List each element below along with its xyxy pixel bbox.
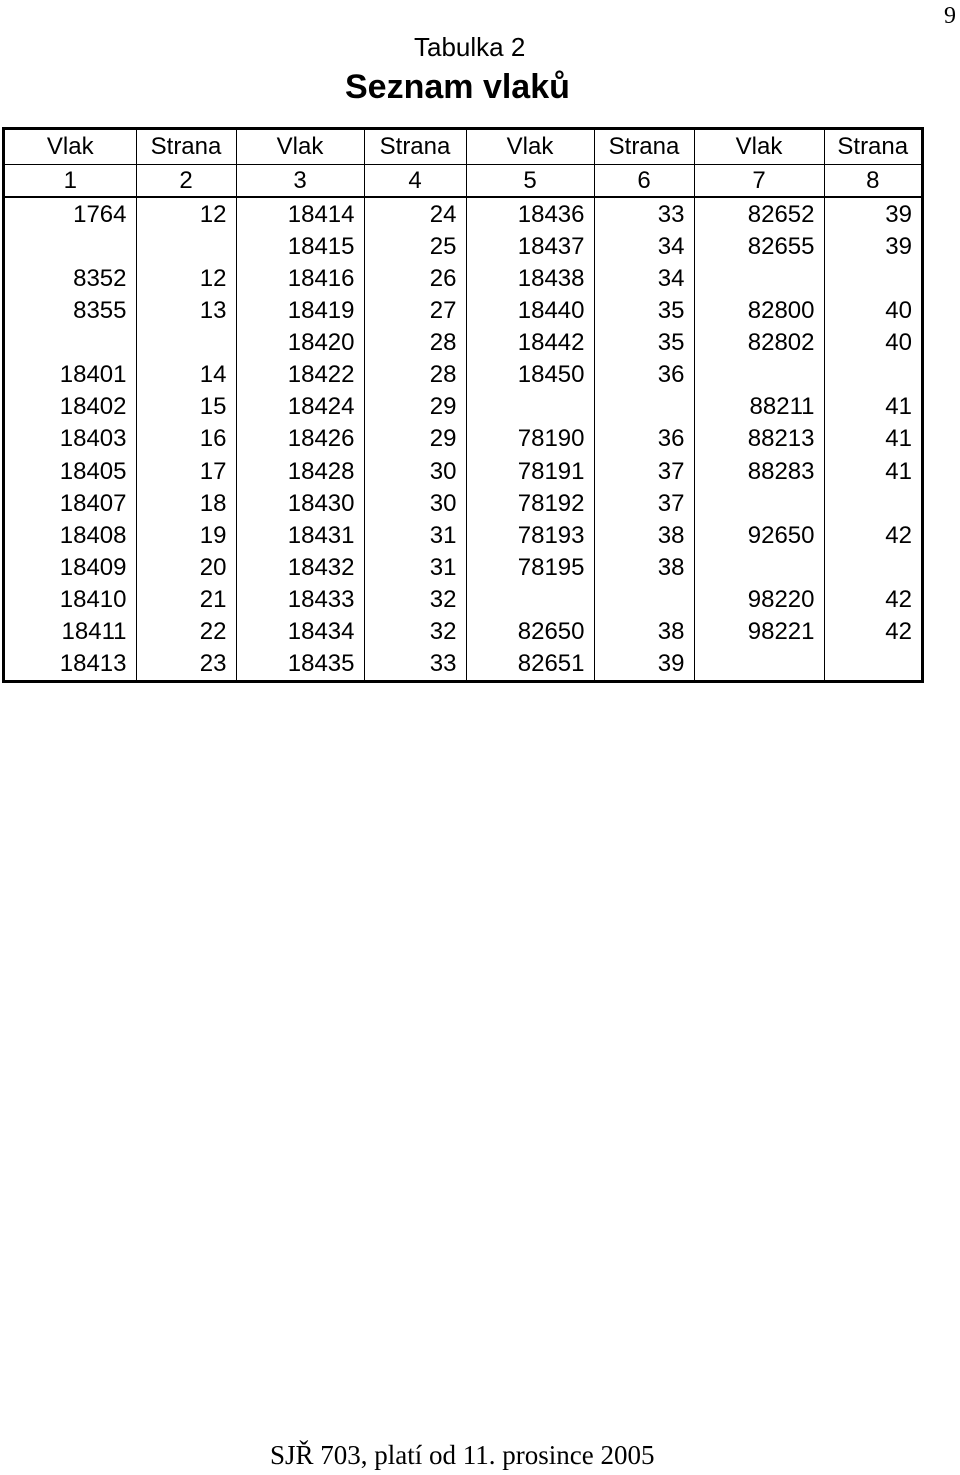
page-number-cell: 38 <box>594 551 694 583</box>
page-number-cell: 31 <box>364 551 466 583</box>
page-number-cell: 34 <box>594 230 694 262</box>
page-number-cell: 37 <box>594 455 694 487</box>
table-row <box>5 230 921 262</box>
page-number-cell <box>824 648 921 680</box>
page-number-cell: 41 <box>824 391 921 423</box>
train-number-cell: 18403 <box>59 425 127 453</box>
column-number: 4 <box>364 165 466 198</box>
train-number-cell: 82802 <box>694 327 824 359</box>
train-number-cell: 78193 <box>466 519 594 551</box>
train-number-cell <box>466 391 594 423</box>
table-body <box>5 197 921 680</box>
page-number-cell <box>136 230 236 262</box>
column-number: 5 <box>466 165 594 198</box>
table-row <box>5 423 921 455</box>
page-number-cell: 28 <box>364 327 466 359</box>
page-number: 9 <box>944 3 956 29</box>
table-row <box>5 519 921 551</box>
page-number-cell: 20 <box>136 551 236 583</box>
footer-note: SJŘ 703, platí od 11. prosince 2005 <box>270 1440 655 1470</box>
train-number-cell: 18416 <box>236 262 364 294</box>
page-number-cell: 42 <box>824 519 921 551</box>
train-number-cell <box>694 487 824 519</box>
page-number-cell: 39 <box>594 648 694 680</box>
train-number-cell: 78191 <box>466 455 594 487</box>
table-row <box>5 359 921 391</box>
train-number-cell: 18428 <box>236 455 364 487</box>
train-number-cell: 18414 <box>236 197 364 230</box>
page-number-cell: 33 <box>364 648 466 680</box>
train-number-cell: 18431 <box>236 519 364 551</box>
train-number-cell <box>5 230 136 262</box>
header-strana: Strana <box>824 130 921 165</box>
train-number-cell: 18405 <box>59 457 127 485</box>
train-number-cell <box>466 584 594 616</box>
column-number: 1 <box>5 165 136 198</box>
train-number-cell: 18434 <box>236 616 364 648</box>
table-caption: Tabulka 2 <box>414 32 526 62</box>
train-number-cell: 82655 <box>694 230 824 262</box>
page-number-cell: 24 <box>364 197 466 230</box>
header-vlak: Vlak <box>5 130 136 165</box>
train-number-cell: 18408 <box>59 521 127 549</box>
train-number-cell: 78195 <box>466 551 594 583</box>
train-number-cell: 18420 <box>236 327 364 359</box>
table-row <box>5 262 921 294</box>
train-number-cell: 82651 <box>466 648 594 680</box>
column-number: 2 <box>136 165 236 198</box>
page-number-cell: 39 <box>824 197 921 230</box>
train-number-cell: 18419 <box>236 294 364 326</box>
train-number-cell: 98221 <box>694 616 824 648</box>
page-number-cell: 12 <box>136 262 236 294</box>
page-number-cell: 42 <box>824 584 921 616</box>
page-number-cell: 36 <box>594 423 694 455</box>
train-number-cell: 18415 <box>236 230 364 262</box>
page-number-cell: 40 <box>824 294 921 326</box>
page-number-cell: 31 <box>364 519 466 551</box>
table-row <box>5 391 921 423</box>
train-number-cell <box>694 551 824 583</box>
train-number-cell: 92650 <box>694 519 824 551</box>
table-row <box>5 197 921 230</box>
header-strana: Strana <box>364 130 466 165</box>
column-number: 3 <box>236 165 364 198</box>
table-row <box>5 616 921 648</box>
page-number-cell: 40 <box>824 327 921 359</box>
page-number-cell <box>136 327 236 359</box>
train-number-cell: 78192 <box>466 487 594 519</box>
train-number-cell: 18437 <box>466 230 594 262</box>
page-number-cell: 23 <box>136 648 236 680</box>
page-number-cell: 37 <box>594 487 694 519</box>
page-title: Seznam vlaků <box>345 68 570 106</box>
header-strana: Strana <box>594 130 694 165</box>
page-number-cell: 15 <box>136 391 236 423</box>
column-number: 7 <box>694 165 824 198</box>
table-row <box>5 584 921 616</box>
page-number-cell: 19 <box>136 519 236 551</box>
train-number-cell: 18407 <box>59 489 127 517</box>
column-number-row <box>5 165 921 198</box>
train-number-cell: 18450 <box>466 359 594 391</box>
table-row <box>5 327 921 359</box>
header-vlak: Vlak <box>466 130 594 165</box>
table-row <box>5 487 921 519</box>
page-number-cell: 36 <box>594 359 694 391</box>
train-number-cell: 8352 <box>73 264 127 292</box>
train-number-cell: 18432 <box>236 551 364 583</box>
train-number-cell <box>5 327 136 359</box>
table-row <box>5 648 921 680</box>
page-number-cell: 29 <box>364 423 466 455</box>
page-number-cell <box>594 391 694 423</box>
page-number-cell <box>824 551 921 583</box>
train-number-cell: 18402 <box>59 393 127 421</box>
table-row <box>5 551 921 583</box>
page-number-cell: 29 <box>364 391 466 423</box>
header-strana: Strana <box>136 130 236 165</box>
page-number-cell: 41 <box>824 423 921 455</box>
page-number-cell: 17 <box>136 455 236 487</box>
page-number-cell: 34 <box>594 262 694 294</box>
page-number-cell <box>824 359 921 391</box>
train-number-cell: 18411 <box>61 618 127 646</box>
train-number-cell: 8355 <box>73 296 127 324</box>
column-number: 6 <box>594 165 694 198</box>
page-number-cell: 39 <box>824 230 921 262</box>
train-number-cell: 18430 <box>236 487 364 519</box>
page-number-cell <box>824 262 921 294</box>
page-number-cell: 13 <box>136 294 236 326</box>
train-number-cell: 82800 <box>694 294 824 326</box>
page-number-cell: 32 <box>364 616 466 648</box>
page-number-cell: 12 <box>136 197 236 230</box>
train-number-cell <box>694 262 824 294</box>
train-number-cell: 18442 <box>466 327 594 359</box>
train-number-cell: 18409 <box>59 553 127 581</box>
page-number-cell: 38 <box>594 616 694 648</box>
train-number-cell: 18422 <box>236 359 364 391</box>
page-number-cell: 35 <box>594 327 694 359</box>
page-number-cell: 30 <box>364 487 466 519</box>
train-number-cell: 98220 <box>694 584 824 616</box>
table-row <box>5 455 921 487</box>
page-number-cell: 35 <box>594 294 694 326</box>
train-number-cell: 88283 <box>694 455 824 487</box>
train-number-cell: 18426 <box>236 423 364 455</box>
page-number-cell: 22 <box>136 616 236 648</box>
page-number-cell: 32 <box>364 584 466 616</box>
header-row <box>5 130 921 165</box>
train-number-cell: 88213 <box>694 423 824 455</box>
page-number-cell: 21 <box>136 584 236 616</box>
page-number-cell: 27 <box>364 294 466 326</box>
train-number-cell: 18401 <box>59 361 127 389</box>
train-number-cell: 88211 <box>694 391 824 423</box>
page-number-cell: 14 <box>136 359 236 391</box>
column-number: 8 <box>824 165 921 198</box>
train-number-cell: 18438 <box>466 262 594 294</box>
train-number-cell: 18410 <box>59 586 127 614</box>
page-number-cell: 42 <box>824 616 921 648</box>
train-number-cell: 18413 <box>59 650 127 678</box>
train-number-cell: 1764 <box>73 200 127 228</box>
header-vlak: Vlak <box>694 130 824 165</box>
header-vlak: Vlak <box>236 130 364 165</box>
train-number-cell: 82650 <box>466 616 594 648</box>
page-number-cell <box>824 487 921 519</box>
train-list-table <box>2 127 924 683</box>
page-number-cell: 38 <box>594 519 694 551</box>
train-number-cell: 18436 <box>466 197 594 230</box>
train-number-cell: 18435 <box>236 648 364 680</box>
page-number-cell: 30 <box>364 455 466 487</box>
train-number-cell: 18440 <box>466 294 594 326</box>
page-number-cell: 18 <box>136 487 236 519</box>
train-number-cell: 78190 <box>466 423 594 455</box>
train-table <box>5 130 921 680</box>
table-row <box>5 294 921 326</box>
page-number-cell: 41 <box>824 455 921 487</box>
page-number-cell: 33 <box>594 197 694 230</box>
page-number-cell: 16 <box>136 423 236 455</box>
train-number-cell: 18424 <box>236 391 364 423</box>
page-number-cell: 28 <box>364 359 466 391</box>
train-number-cell <box>694 648 824 680</box>
page-number-cell: 25 <box>364 230 466 262</box>
train-number-cell: 82652 <box>694 197 824 230</box>
train-number-cell: 18433 <box>236 584 364 616</box>
page-number-cell <box>594 584 694 616</box>
train-number-cell <box>694 359 824 391</box>
page-number-cell: 26 <box>364 262 466 294</box>
